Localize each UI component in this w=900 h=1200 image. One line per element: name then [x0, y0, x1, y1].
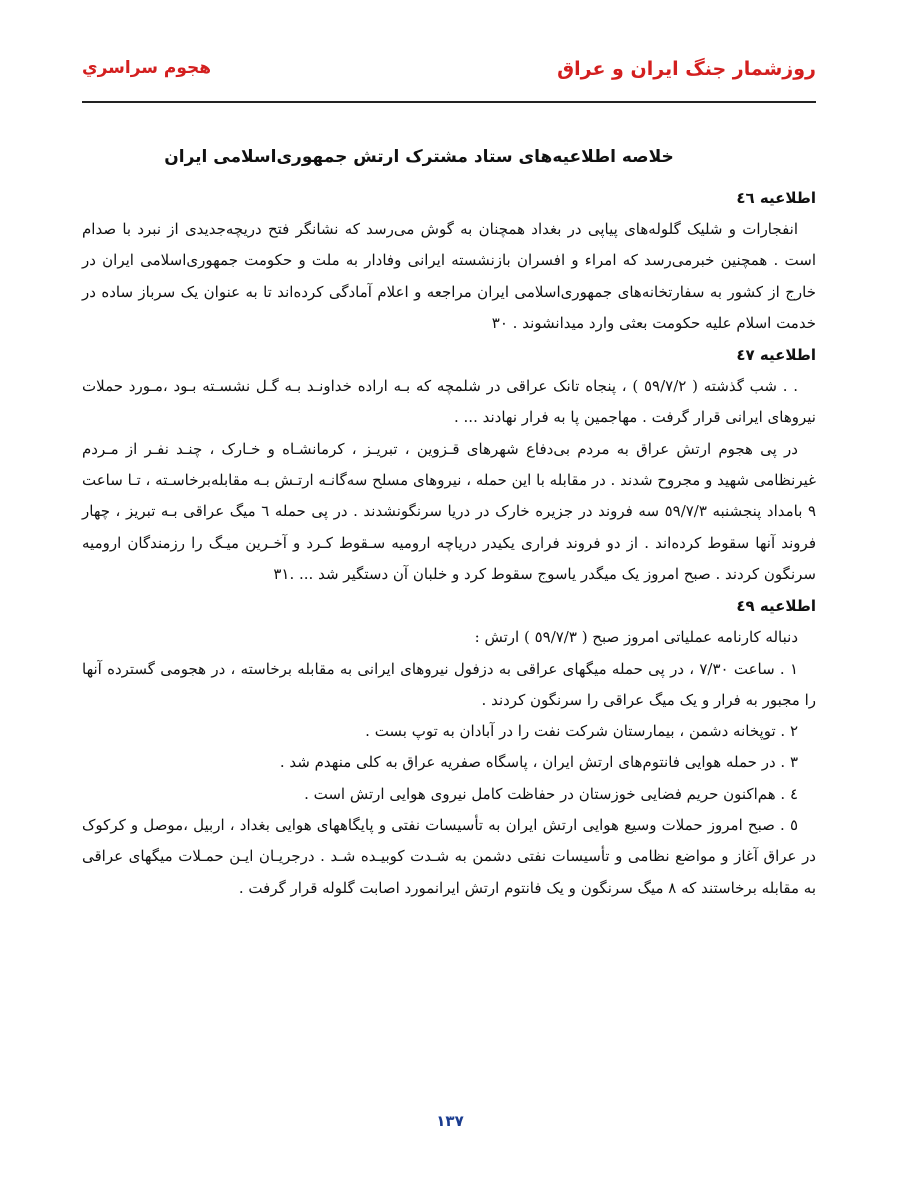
- page-title: خلاصه اطلاعیه‌های ستاد مشترک ارتش جمهوری‌اسلامی ایران: [164, 147, 674, 167]
- header-divider: [82, 101, 816, 103]
- notice-heading: اطلاعیه ٤٦: [736, 189, 816, 207]
- list-item: ١ . ساعت ٧/٣٠ ، در پی حمله میگهای عراقی به دزفول نیروهای ایرانی به مقابله برخاسته ، در هجومی گسترده آنها را مجبور به فرار و یک میگ عراقی را سرنگون کردند .: [82, 659, 816, 709]
- list-item: ٤ . هم‌اکنون حریم فضایی خوزستان در حفاظت کامل نیروی هوایی ارتش است .: [304, 784, 798, 803]
- list-item: ٥ . صبح امروز حملات وسیع هوایی ارتش ایران به تأسیسات نفتی و پایگاههای هوایی بغداد ، اربیل ،موصل و کرکوک در عراق آغاز و مواضع نظامی و تأسیسات نفتی دشمن به شـدت کوبیـده شـد . درجریـان ایـن حمـلات میگهای عراقی به مقابله برخاستند که ٨ میگ سرنگون و یک فانتوم ارتش ایرانمورد اصابت گلوله قرار گرفت .: [82, 816, 816, 897]
- notice-47: [82, 339, 816, 590]
- notice-46: [82, 182, 816, 339]
- running-header: [82, 52, 816, 96]
- notice-paragraph: در پی هجوم ارتش عراق به مردم بی‌دفاع شهرهای قـزوین ، تبریـز ، کرمانشـاه و خـارک ، چنـد نفـر از مـردم غیرنظامی شهید و مجروح شدند . در مقابله با این حمله ، نیروهای مسلح سه‌گانـه ارتـش بـه مقابله‌برخاسـته ، تـا ساعت ٩ بامداد پنجشنبه ٥٩/٧/٣ سه فروند در جزیره خارک در دریا سرنگونشدند . در پی حمله ٦ میگ عراقی بـه تبریز ، چهار فروند آنها سقوط کرده‌اند . از دو فروند فراری یکیدر دریاچه ارومیه سـقوط کـرد و آخـرین میـگ را رزمندگان ارومیه سرنگون کردند . صبح امروز یک میگدر یاسوج سقوط کرد و خلبان آن دستگیر شد ... .۳۱: [82, 439, 816, 583]
- notice-49: [82, 590, 816, 904]
- notice-intro: دنباله کارنامه عملیاتی امروز صبح ( ٥٩/٧/٣ ) ارتش :: [474, 628, 798, 647]
- page-body: [82, 136, 816, 904]
- chapter-title: هجوم سراسري: [82, 58, 212, 78]
- notice-paragraph: انفجارات و شلیک گلوله‌های پیاپی در بغداد همچنان به گوش می‌رسد که نشانگر فتح دریچه‌جدیدی از نبرد با صدام است . همچنین خبرمی‌رسد که امراء و افسران بازنشسته ایرانی وفادار به ملت و حکومت جمهوری‌اسلامی ایران در خارج از کشور به سفارتخانه‌های جمهوری‌اسلامی ایران مراجعه و اعلام آمادگی کرده‌اند تا به عنوان یک سرباز ساده در خدمت اسلام علیه حکومت بعثی وارد میدانشوند . ۳۰: [82, 220, 816, 332]
- notice-paragraph: . . شب گذشته ( ٥٩/٧/٢ ) ، پنجاه تانک عراقی در شلمچه که بـه اراده خداونـد بـه گـل نشسـته بـود ،مـورد حملات نیروهای ایرانی قرار گرفت . مهاجمین پا به فرار نهادند ... .: [82, 377, 816, 427]
- page-number: ١٣٧: [436, 1112, 464, 1130]
- list-item: ٣ . در حمله هوایی فانتوم‌های ارتش ایران ، پاسگاه صفریه عراق به کلی منهدم شد .: [279, 753, 798, 772]
- notice-heading: اطلاعیه ٤٧: [736, 346, 816, 365]
- list-item: ٢ . توپخانه دشمن ، بیمارستان شرکت نفت را در آبادان به توپ بست .: [365, 722, 798, 741]
- notice-heading: اطلاعیه ٤٩: [736, 597, 816, 616]
- book-title: روزشمار جنگ ایران و عراق: [557, 58, 816, 80]
